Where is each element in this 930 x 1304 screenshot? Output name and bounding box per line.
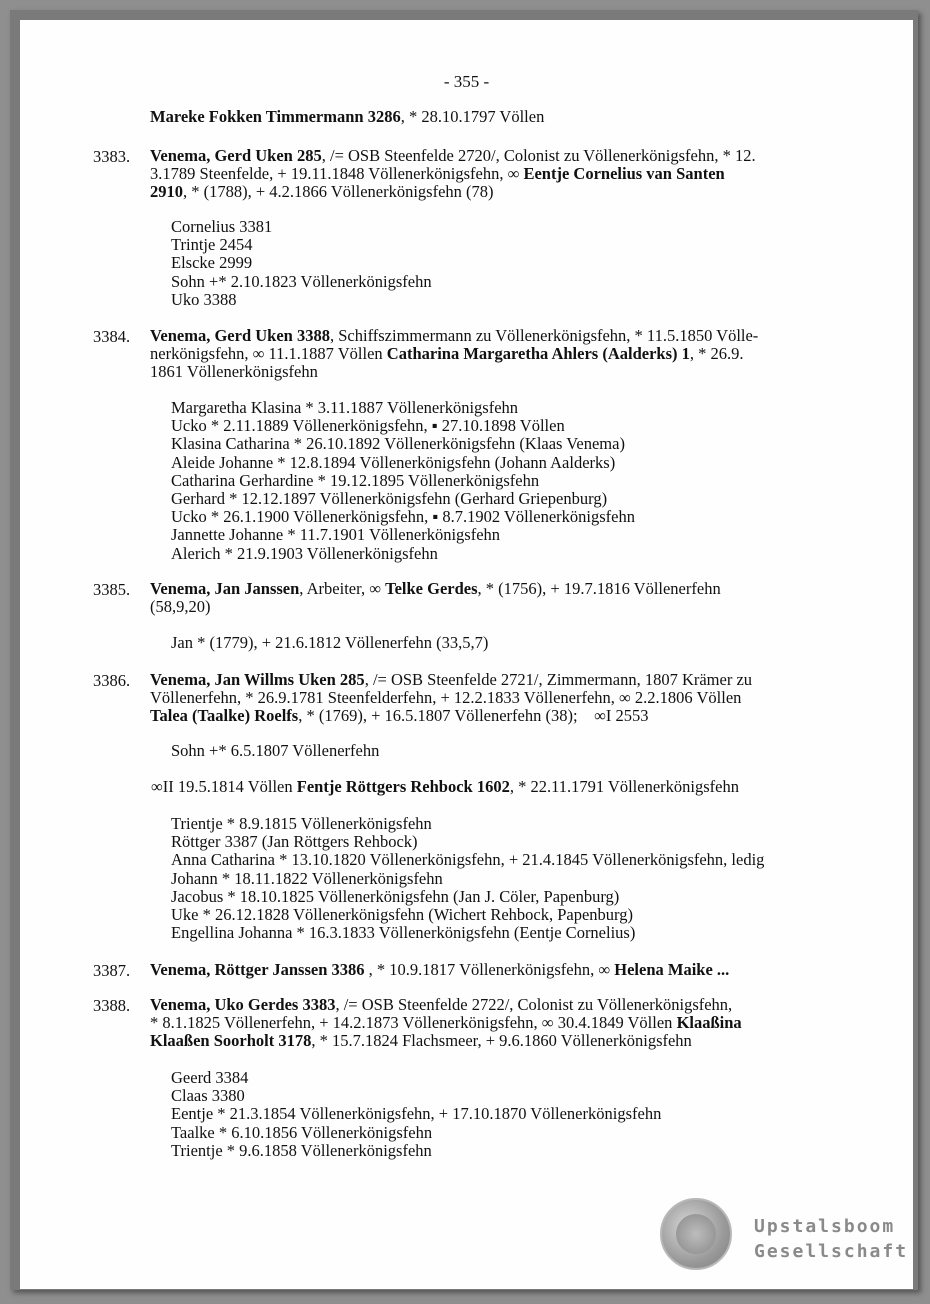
entry-number: 3387. (93, 961, 131, 980)
list-item: Jacobus * 18.10.1825 Völlenerkönigsfehn (Jan J. Cöler, Papenburg) (171, 886, 620, 906)
list-item: Geerd 3384 (171, 1068, 249, 1087)
entry-number: 3386. (93, 671, 131, 690)
list-item: Jannette Johanne * 11.7.1901 Völlenerkönigsfehn (171, 525, 501, 545)
list-item: Trintje 2454 (171, 235, 253, 255)
children-3385 (171, 634, 488, 652)
society-seal-icon (660, 1198, 732, 1270)
list-item: Jan * (1779), + 21.6.1812 Völlenerfehn (33,5,7) (171, 633, 489, 652)
list-item: Ucko * 26.1.1900 Völlenerkönigsfehn, ▪ 8.7.1902 Völlenerkönigsfehn (171, 507, 635, 527)
entry-3386: Venema, Jan Willms Uken 285, /= OSB Steenfelde 2721/, Zimmermann, 1807 Krämer zu Völlenerfehn, * 26.9.1781 Steenfelderfehn, + 12.2.1833 Völlenerfehn, ∞ 2.2.1806 Völlen Talea (Taalke) Roelfs, * (1769), + 16.5.1807 Völlenerfehn (38); ∞I 2553 (150, 670, 753, 725)
list-item: Gerhard * 12.12.1897 Völlenerkönigsfehn (Gerhard Griepenburg) (171, 489, 608, 509)
list-item: Elscke 2999 (171, 253, 253, 273)
list-item: Taalke * 6.10.1856 Völlenerkönigsfehn (171, 1122, 433, 1142)
children-3386-second (171, 815, 764, 942)
children-3383 (171, 218, 432, 309)
list-item: Trientje * 9.6.1858 Völlenerkönigsfehn (171, 1140, 432, 1160)
list-item: Eentje * 21.3.1854 Völlenerkönigsfehn, + 17.10.1870 Völlenerkönigsfehn (171, 1104, 662, 1124)
second-marriage: ∞II 19.5.1814 Völlen Fentje Röttgers Rehbock 1602, * 22.11.1791 Völlenerkönigsfehn (151, 777, 739, 796)
list-item: Anna Catharina * 13.10.1820 Völlenerkönigsfehn, + 21.4.1845 Völlenerkönigsfehn, ledig (171, 850, 765, 870)
list-item: Aleide Johanne * 12.8.1894 Völlenerkönigsfehn (Johann Aalderks) (171, 452, 616, 472)
list-item: Uke * 26.12.1828 Völlenerkönigsfehn (Wichert Rehbock, Papenburg) (171, 905, 633, 925)
page-number: - 355 - (443, 72, 490, 91)
entry-3385: Venema, Jan Janssen, Arbeiter, ∞ Telke Gerdes, * (1756), + 19.7.1816 Völlenerfehn (58,9,20) (150, 579, 721, 616)
children-3386-first (171, 742, 379, 760)
list-item: Sohn +* 6.5.1807 Völlenerfehn (171, 741, 380, 760)
list-item: Uko 3388 (171, 289, 237, 309)
society-logo: Upstalsboom Gesellschaft (754, 1216, 909, 1262)
list-item: Röttger 3387 (Jan Röttgers Rehbock) (171, 832, 418, 852)
entry-3387: Venema, Röttger Janssen 3386 , * 10.9.1817 Völlenerkönigsfehn, ∞ Helena Maike ... (150, 960, 730, 979)
list-item: Cornelius 3381 (171, 217, 273, 236)
entry-3383: Venema, Gerd Uken 285, /= OSB Steenfelde 2720/, Colonist zu Völlenerkönigsfehn, * 12. 3.1789 Steenfelde, + 19.11.1848 Völlenerkönigsfehn, ∞ Eentje Cornelius van Santen 2910, * (1788), + 4.2.1866 Völlenerkönigsfehn (78) (150, 146, 756, 201)
list-item: Claas 3380 (171, 1086, 245, 1106)
children-3384 (171, 399, 635, 563)
list-item: Johann * 18.11.1822 Völlenerkönigsfehn (171, 868, 443, 888)
list-item: Alerich * 21.9.1903 Völlenerkönigsfehn (171, 543, 438, 563)
entry-number: 3384. (93, 327, 131, 346)
entry-number: 3383. (93, 147, 131, 166)
list-item: Catharina Gerhardine * 19.12.1895 Völlenerkönigsfehn (171, 470, 540, 490)
document-page (20, 20, 913, 1289)
entry-3388: Venema, Uko Gerdes 3383, /= OSB Steenfelde 2722/, Colonist zu Völlenerkönigsfehn, * 8.1.1825 Völlenerfehn, + 14.2.1873 Völlenerkönigsfehn, ∞ 30.4.1849 Völlen Klaaßina Klaaßen Soorholt 3178, * 15.7.1824 Flachsmeer, + 9.6.1860 Völlenerkönigsfehn (150, 995, 742, 1050)
list-item: Klasina Catharina * 26.10.1892 Völlenerkönigsfehn (Klaas Venema) (171, 434, 625, 454)
list-item: Engellina Johanna * 16.3.1833 Völlenerkönigsfehn (Eentje Cornelius) (171, 923, 636, 943)
list-item: Sohn +* 2.10.1823 Völlenerkönigsfehn (171, 271, 432, 291)
continuation-line: Mareke Fokken Timmermann 3286, * 28.10.1797 Völlen (150, 107, 545, 126)
entry-number: 3385. (93, 580, 131, 599)
list-item: Ucko * 2.11.1889 Völlenerkönigsfehn, ▪ 27.10.1898 Völlen (171, 416, 565, 436)
entry-3384: Venema, Gerd Uken 3388, Schiffszimmermann zu Völlenerkönigsfehn, * 11.5.1850 Völle- nerkönigsfehn, ∞ 11.1.1887 Völlen Catharina Margaretha Ahlers (Aalderks) 1, * 26.9. 1861 Völlenerkönigsfehn (150, 326, 759, 381)
entry-number: 3388. (93, 996, 131, 1015)
list-item: Trientje * 8.9.1815 Völlenerkönigsfehn (171, 814, 432, 833)
children-3388 (171, 1069, 661, 1160)
list-item: Margaretha Klasina * 3.11.1887 Völlenerkönigsfehn (171, 398, 519, 417)
